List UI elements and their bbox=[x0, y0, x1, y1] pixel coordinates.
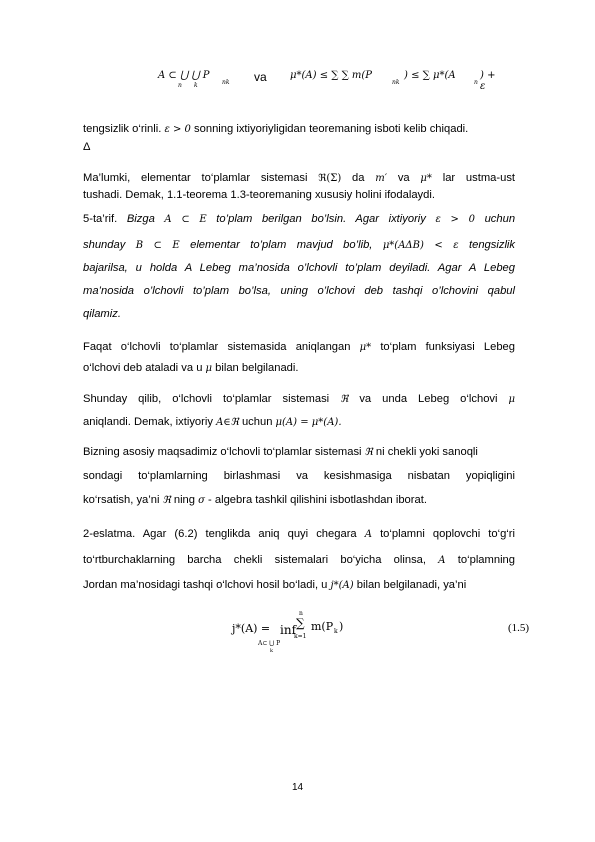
formula-left: A ⊂ ⋃ ⋃ P bbox=[158, 70, 210, 81]
def-line5 bbox=[83, 307, 515, 321]
sigma-symbol: σ bbox=[198, 495, 205, 506]
para5-text-line2: sondagi to‘plamlarning birlashmasi va kesishmasiga nisbatan yopiqligini bbox=[83, 470, 515, 482]
def-line1 bbox=[83, 212, 515, 227]
ring-sigma: ℜ(Σ) bbox=[318, 173, 342, 184]
para4-line2 bbox=[83, 415, 515, 430]
para3-line2 bbox=[83, 361, 515, 376]
para4-text-b: va unda Lebeg o‘lchovi bbox=[359, 393, 498, 405]
def-text-c: to’plam berilgan bo’lsin. Agar ixtiyoriy bbox=[216, 213, 426, 225]
def-text-line4: ma’nosida o’lchovli to’plam bo’lsa, uning o’lchovi deb tashqi o’lchovini qabul bbox=[83, 285, 515, 297]
def-text-line3: bajarilsa, u holda A Lebeg ma’nosida o’lchovli to’plam deyiladi. Agar A Lebeg bbox=[83, 262, 515, 274]
para6-text-d: to‘plamning bbox=[457, 554, 515, 566]
para2-line1 bbox=[83, 171, 515, 186]
para2-text-a: Ma’lumki, elementar to‘plamlar sistemasi bbox=[83, 172, 308, 184]
def-line4 bbox=[83, 284, 515, 298]
para4-text-a: Shunday qilib, o‘lchovli to‘plamlar sistemasi bbox=[83, 393, 330, 405]
formula-right-end: ) + ε bbox=[480, 70, 496, 92]
para3-line1 bbox=[83, 340, 515, 355]
para1-text-b: sonning ixtiyoriyligidan teoremaning isboti kelib chiqadi. bbox=[194, 123, 469, 135]
ring-symbol: ℜ bbox=[162, 495, 171, 506]
para3-text-a: Faqat o‘lchovli to‘plamlar sistemasida aniqlangan bbox=[83, 341, 351, 353]
def-label: 5-ta’rif. bbox=[83, 213, 118, 225]
def-text-b: Bizga bbox=[126, 213, 155, 225]
para4-text-c: aniqlandi. Demak, ixtiyoriy bbox=[83, 416, 213, 428]
para5-text-ning: ning bbox=[173, 494, 195, 506]
para3-text-c: o‘lchovi deb ataladi va u bbox=[83, 362, 203, 374]
def-line3 bbox=[83, 261, 515, 275]
formula-va: va bbox=[254, 70, 267, 84]
ring-symbol: ℜ bbox=[340, 394, 349, 405]
formula-inf: inf bbox=[280, 623, 297, 637]
delta-symbol: Δ bbox=[83, 141, 91, 153]
measure-equality: μ(A) = μ*(A). bbox=[275, 417, 342, 428]
formula-left-sub-n: n bbox=[178, 82, 182, 89]
set-A: A bbox=[364, 529, 372, 540]
def-text-line5: qilamiz. bbox=[83, 308, 121, 320]
para6-line3 bbox=[83, 578, 515, 593]
para2-line2 bbox=[83, 188, 515, 202]
para2-text-va: va bbox=[397, 172, 410, 184]
formula-term: m(P bbox=[311, 620, 334, 633]
para6-text-b: to‘plamni qoplovchi to‘g‘ri bbox=[380, 528, 516, 540]
para5-line2 bbox=[83, 469, 515, 483]
mu-star: μ* bbox=[359, 342, 372, 353]
formula-right-sub-n: n bbox=[474, 79, 478, 86]
formula-bottom bbox=[232, 610, 552, 664]
para1-condition: ε > 0 bbox=[164, 124, 191, 135]
m-prime: m′ bbox=[375, 173, 388, 184]
def-math-1: A ⊂ E bbox=[164, 214, 207, 225]
formula-sum-top: n bbox=[299, 610, 303, 617]
para1-delta bbox=[83, 140, 515, 154]
formula-left-sub-k: k bbox=[194, 82, 198, 89]
para5-text-c: ko‘rsatish, ya’ni bbox=[83, 494, 160, 506]
def-text-tengsizlik: tengsizlik bbox=[469, 239, 516, 251]
jordan-measure: j*(A) bbox=[330, 580, 354, 591]
para6-line2 bbox=[83, 553, 515, 568]
para3-text-d: bilan belgilanadi. bbox=[215, 362, 299, 374]
para5-line1 bbox=[83, 445, 515, 460]
formula-sum: ∑ bbox=[296, 616, 305, 630]
ring-symbol: ℜ bbox=[364, 447, 373, 458]
para6-text-f: bilan belgilanadi, ya’ni bbox=[356, 579, 467, 591]
set-A: A bbox=[438, 555, 446, 566]
def-line2 bbox=[83, 238, 515, 253]
para2-text-d: lar ustma-ust bbox=[442, 172, 516, 184]
formula-right: μ*(A) ≤ ∑ ∑ m(P bbox=[290, 70, 373, 81]
para2-text-da: da bbox=[352, 172, 365, 184]
formula-left-sub-nk: nk bbox=[222, 79, 230, 86]
para6-text-a: 2-eslatma. Agar (6.2) tenglikda aniq quyi chegara bbox=[83, 528, 357, 540]
def-math-3: B ⊂ E bbox=[135, 240, 180, 251]
para5-text-d: - algebra tashkil qilishini isbotlashdan iborat. bbox=[208, 494, 427, 506]
para4-text-d: uchun bbox=[241, 416, 273, 428]
para2-text-line2: tushadi. Demak, 1.1-teorema 1.3-teoremaning xususiy holini ifodalaydi. bbox=[83, 189, 435, 201]
para5-text-a: Bizning asosiy maqsadimiz o‘lchovli to‘plamlar sistemasi bbox=[83, 446, 362, 458]
def-math-2: ε > 0 bbox=[435, 214, 475, 225]
para5-line3 bbox=[83, 493, 515, 508]
formula-inf-sub2: k bbox=[270, 648, 274, 654]
para3-text-b: to‘plam funksiyasi Lebeg bbox=[380, 341, 515, 353]
page-number: 14 bbox=[291, 782, 304, 793]
def-math-4: μ*(AΔB) < ε bbox=[382, 240, 459, 251]
formula-lhs: j*(A) = bbox=[232, 622, 271, 635]
mu-star: μ* bbox=[420, 173, 432, 184]
para1-line bbox=[83, 122, 515, 137]
mu-symbol: μ bbox=[205, 363, 213, 374]
formula-term-sub: k bbox=[334, 628, 338, 635]
para4-line1 bbox=[83, 392, 515, 407]
formula-sum-bot: k=1 bbox=[294, 633, 307, 640]
para6-text-e: Jordan ma’nosidagi tashqi o‘lchovi hosil bo‘ladi, u bbox=[83, 579, 328, 591]
mu-symbol: μ bbox=[508, 394, 516, 405]
para5-text-b: ni chekli yoki sanoqli bbox=[375, 446, 478, 458]
para6-line1 bbox=[83, 527, 515, 542]
def-text-d: uchun bbox=[484, 213, 516, 225]
formula-inf-sub: A⊂ ⋃ P bbox=[258, 640, 281, 647]
formula-right-sub-nk: nk bbox=[392, 79, 400, 86]
formula-term-end: ) bbox=[339, 620, 344, 633]
equation-number: (1.5) bbox=[508, 622, 530, 634]
def-text-elementar: elementar to’plam mavjud bo’lib, bbox=[190, 239, 373, 251]
def-text-shunday: shunday bbox=[83, 239, 126, 251]
formula-right-tail: ) ≤ ∑ μ*(A bbox=[404, 70, 456, 81]
a-in-ring: A∈ℜ bbox=[216, 417, 239, 428]
para1-text-a: tengsizlik o‘rinli. bbox=[83, 123, 162, 135]
para6-text-c: to‘rtburchaklarning barcha chekli sistemalari bo‘yicha olinsa, bbox=[83, 554, 427, 566]
formula-top bbox=[158, 70, 498, 100]
